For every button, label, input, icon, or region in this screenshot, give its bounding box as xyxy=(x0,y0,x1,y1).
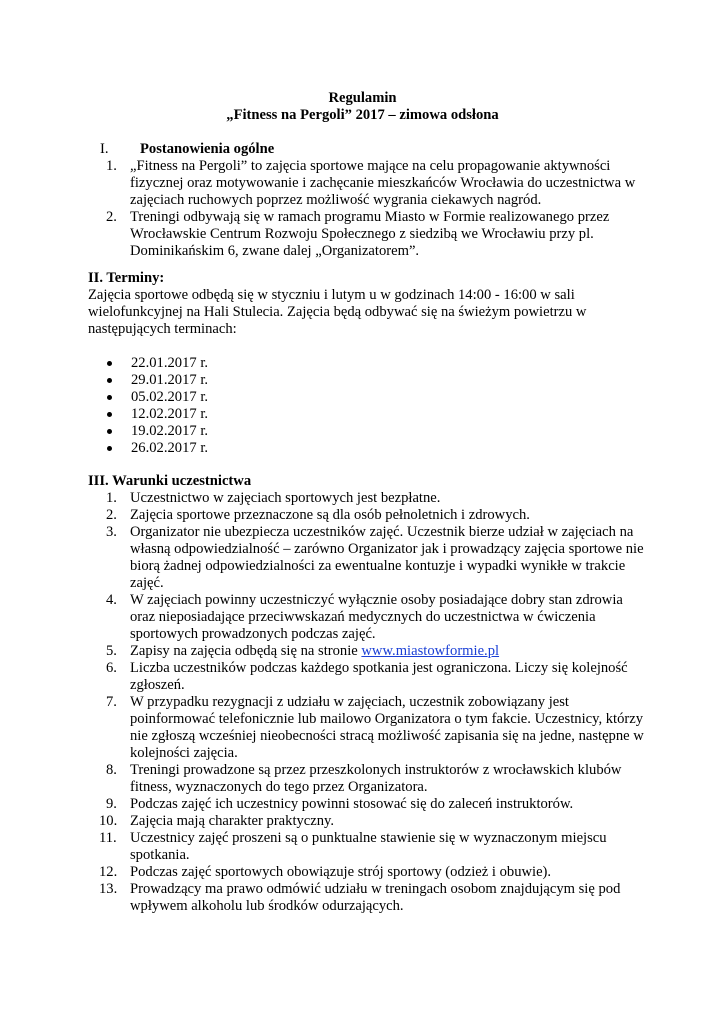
section-1-list xyxy=(88,158,648,260)
bullet-icon xyxy=(107,361,112,366)
doc-title: Regulamin xyxy=(328,90,397,106)
item-text: Prowadzący ma prawo odmówić udziału w treningach osobom znajdującym się pod wpływem alkoholu lub środków odurzających. xyxy=(130,881,621,914)
list-item xyxy=(88,158,648,209)
item-text: Zajęcia sportowe przeznaczone są dla osób pełnoletnich i zdrowych. xyxy=(130,507,530,523)
list-item xyxy=(88,643,648,660)
section-3-list xyxy=(88,490,648,915)
date-text: 26.02.2017 r. xyxy=(131,440,209,456)
item-text: Zapisy na zajęcia odbędą się na stronie xyxy=(130,643,362,659)
date-text: 22.01.2017 r. xyxy=(131,355,209,371)
section-1-numeral: I. xyxy=(100,141,109,157)
item-text: Uczestnictwo w zajęciach sportowych jest bezpłatne. xyxy=(130,490,441,506)
item-number: 2. xyxy=(106,507,117,523)
date-item xyxy=(88,389,208,406)
date-item xyxy=(88,406,208,423)
list-item xyxy=(88,881,648,915)
item-number: 10. xyxy=(99,813,118,829)
item-number: 2. xyxy=(106,209,117,225)
section-1-heading xyxy=(88,141,274,158)
item-text: Zajęcia mają charakter praktyczny. xyxy=(130,813,335,829)
item-number: 11. xyxy=(99,830,117,846)
item-number: 5. xyxy=(106,643,117,659)
item-number: 7. xyxy=(106,694,117,710)
list-item xyxy=(88,209,648,260)
date-item xyxy=(88,372,208,389)
item-number: 4. xyxy=(106,592,117,608)
item-number: 9. xyxy=(106,796,117,812)
list-item xyxy=(88,762,648,796)
bullet-icon xyxy=(107,395,112,400)
list-item xyxy=(88,660,648,694)
bullet-icon xyxy=(107,378,112,383)
item-text: Uczestnicy zajęć proszeni są o punktualne stawienie się w wyznaczonym miejscu spotkania. xyxy=(130,830,607,863)
item-text: Organizator nie ubezpiecza uczestników zajęć. Uczestnik bierze udział w zajęciach na własną odpowiedzialność – zarówno Organizator jak i prowadzący zajęcia sportowe nie biorą żadnej odpowiedzialności za ewentualne kontuzje i wypadki wynikłe w trakcie zajęć. xyxy=(130,524,644,591)
list-item xyxy=(88,524,648,592)
date-text: 05.02.2017 r. xyxy=(131,389,209,405)
miastowformie-link[interactable]: www.miastowformie.pl xyxy=(361,643,500,659)
item-text: W przypadku rezygnacji z udziału w zajęciach, uczestnik zobowiązany jest poinformować telefonicznie lub mailowo Organizatora o tym fakcie. Uczestnicy, którzy nie zgłoszą wcześniej nieobecności stracą możliwość zapisania się na jedne, następne w kolejności zajęcia. xyxy=(130,694,644,761)
doc-subtitle: „Fitness na Pergoli” 2017 – zimowa odsłona xyxy=(226,107,499,123)
date-text: 12.02.2017 r. xyxy=(131,406,209,422)
item-text: Treningi odbywają się w ramach programu Miasto w Formie realizowanego przez Wrocławskie Centrum Rozwoju Społecznego z siedzibą we Wrocławiu przy pl. Dominikańskim 6, zwane dalej „Organizatorem”. xyxy=(130,209,610,259)
list-item xyxy=(88,813,648,830)
list-item xyxy=(88,864,648,881)
list-item xyxy=(88,694,648,762)
item-text: W zajęciach powinny uczestniczyć wyłącznie osoby posiadające dobry stan zdrowia oraz nieposiadające przeciwwskazań medycznych do uczestnictwa w ćwiczenia sportowych prowadzonych podczas zajęć. xyxy=(130,592,623,642)
item-text: Podczas zajęć sportowych obowiązuje strój sportowy (odzież i obuwie). xyxy=(130,864,552,880)
date-item xyxy=(88,355,208,372)
bullet-icon xyxy=(107,446,112,451)
item-number: 3. xyxy=(106,524,117,540)
item-number: 12. xyxy=(99,864,118,880)
list-item xyxy=(88,592,648,643)
section-3-heading: III. Warunki uczestnictwa xyxy=(88,473,252,489)
list-item xyxy=(88,490,648,507)
section-2-intro: Zajęcia sportowe odbędą się w styczniu i lutym u w godzinach 14:00 - 16:00 w sali wielofunkcyjnej na Hali Stulecia. Zajęcia będą odbywać się na świeżym powietrzu w następujących terminach: xyxy=(88,287,587,337)
item-text: Liczba uczestników podczas każdego spotkania jest ograniczona. Liczy się kolejność zgłoszeń. xyxy=(130,660,628,693)
item-number: 13. xyxy=(99,881,118,897)
item-number: 1. xyxy=(106,158,117,174)
date-text: 29.01.2017 r. xyxy=(131,372,209,388)
list-item xyxy=(88,796,648,813)
date-item xyxy=(88,440,208,457)
item-text: Treningi prowadzone są przez przeszkolonych instruktorów z wrocławskich klubów fitness, wyznaczonych do tego przez Organizatora. xyxy=(130,762,622,795)
bullet-icon xyxy=(107,412,112,417)
list-item xyxy=(88,507,648,524)
section-2-heading: II. Terminy: xyxy=(88,270,165,286)
list-item xyxy=(88,830,648,864)
item-number: 6. xyxy=(106,660,117,676)
item-text: „Fitness na Pergoli” to zajęcia sportowe mające na celu propagowanie aktywności fizycznej oraz motywowanie i zachęcanie mieszkańców Wrocławia do uczestnictwa w zajęciach ruchowych poprzez możliwość wygrania ciekawych nagród. xyxy=(130,158,636,208)
bullet-icon xyxy=(107,429,112,434)
item-number: 8. xyxy=(106,762,117,778)
item-text: Podczas zajęć ich uczestnicy powinni stosować się do zaleceń instruktorów. xyxy=(130,796,574,812)
date-text: 19.02.2017 r. xyxy=(131,423,209,439)
dates-list xyxy=(88,355,208,457)
date-item xyxy=(88,423,208,440)
section-1-title: Postanowienia ogólne xyxy=(140,141,275,157)
item-number: 1. xyxy=(106,490,117,506)
